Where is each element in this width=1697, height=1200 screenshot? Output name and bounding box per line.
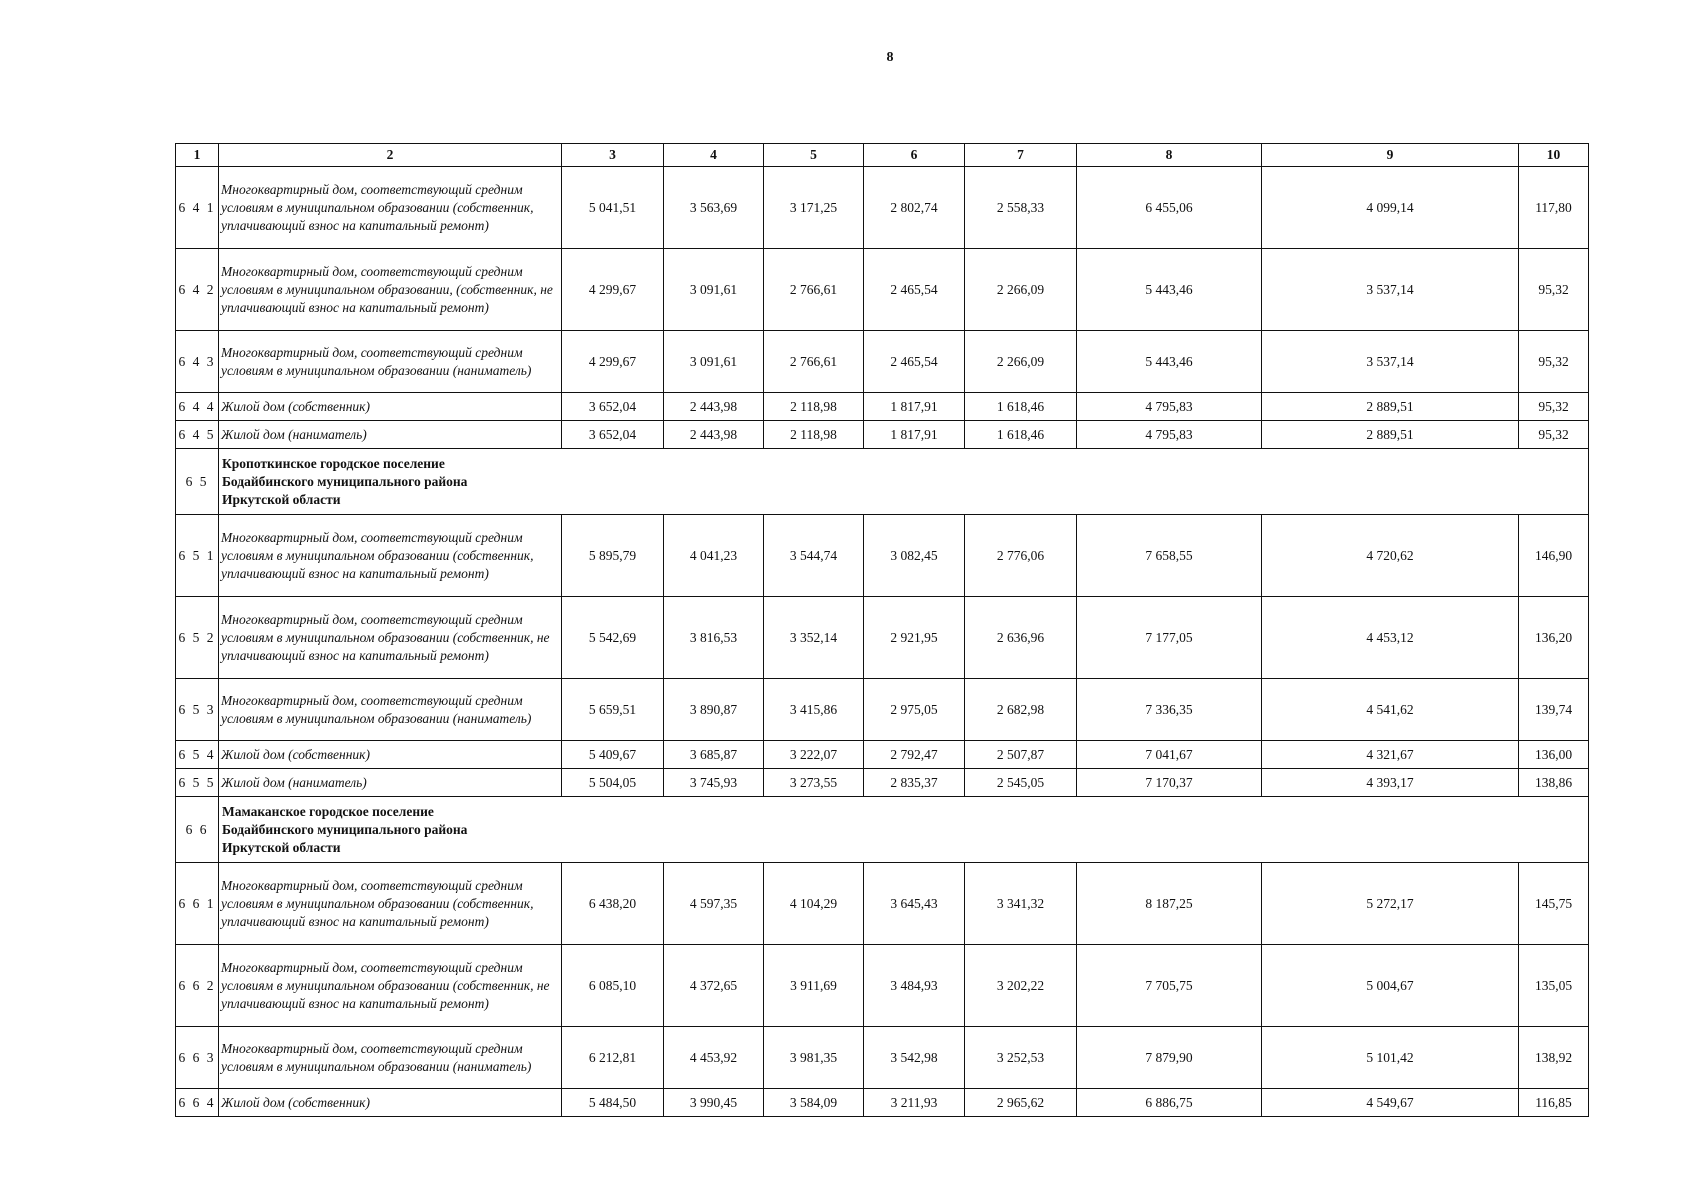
- value-cell: 5 443,46: [1077, 331, 1262, 393]
- value-cell: 4 453,12: [1262, 597, 1519, 679]
- value-cell: 2 965,62: [965, 1089, 1077, 1117]
- value-cell: 7 177,05: [1077, 597, 1262, 679]
- section-row: [176, 797, 1589, 863]
- value-cell: 2 889,51: [1262, 421, 1519, 449]
- value-cell: 5 101,42: [1262, 1027, 1519, 1089]
- value-cell: 4 541,62: [1262, 679, 1519, 741]
- table-row: [176, 1027, 1589, 1089]
- value-cell: 4 299,67: [562, 331, 664, 393]
- value-cell: 4 393,17: [1262, 769, 1519, 797]
- value-cell: 2 465,54: [864, 331, 965, 393]
- value-cell: 7 336,35: [1077, 679, 1262, 741]
- row-code: 6 5 4: [176, 741, 219, 769]
- value-cell: 3 211,93: [864, 1089, 965, 1117]
- value-cell: 3 890,87: [664, 679, 764, 741]
- section-title-text: Мамаканское городское поселение Бодайбинского муниципального района Иркутской области: [222, 803, 468, 855]
- value-cell: 3 563,69: [664, 167, 764, 249]
- value-cell: 2 802,74: [864, 167, 965, 249]
- value-cell: 8 187,25: [1077, 863, 1262, 945]
- value-cell: 1 618,46: [965, 393, 1077, 421]
- value-cell: 95,32: [1519, 249, 1589, 331]
- value-cell: 3 273,55: [764, 769, 864, 797]
- value-cell: 5 409,67: [562, 741, 664, 769]
- value-cell: 136,00: [1519, 741, 1589, 769]
- value-cell: 7 879,90: [1077, 1027, 1262, 1089]
- value-cell: 3 202,22: [965, 945, 1077, 1027]
- column-header: 4: [664, 144, 764, 167]
- column-header: 7: [965, 144, 1077, 167]
- row-name: Многоквартирный дом, соответствующий средним условиям в муниципальном образовании (собственник, не уплачивающий взнос на капитальный ремонт): [219, 597, 562, 679]
- value-cell: 6 455,06: [1077, 167, 1262, 249]
- table-row: [176, 421, 1589, 449]
- row-name: Жилой дом (собственник): [219, 1089, 562, 1117]
- value-cell: 2 921,95: [864, 597, 965, 679]
- value-cell: 2 835,37: [864, 769, 965, 797]
- value-cell: 5 041,51: [562, 167, 664, 249]
- column-header: 3: [562, 144, 664, 167]
- value-cell: 3 252,53: [965, 1027, 1077, 1089]
- value-cell: 3 911,69: [764, 945, 864, 1027]
- section-row: [176, 449, 1589, 515]
- value-cell: 3 645,43: [864, 863, 965, 945]
- row-code: 6 4 3: [176, 331, 219, 393]
- value-cell: 138,86: [1519, 769, 1589, 797]
- row-code: 6 4 2: [176, 249, 219, 331]
- row-name: Многоквартирный дом, соответствующий средним условиям в муниципальном образовании (наниматель): [219, 679, 562, 741]
- table-row: [176, 515, 1589, 597]
- value-cell: 1 817,91: [864, 393, 965, 421]
- row-name: Многоквартирный дом, соответствующий средним условиям в муниципальном образовании (собственник, уплачивающий взнос на капитальный ремонт): [219, 515, 562, 597]
- value-cell: 4 453,92: [664, 1027, 764, 1089]
- value-cell: 4 041,23: [664, 515, 764, 597]
- value-cell: 4 099,14: [1262, 167, 1519, 249]
- value-cell: 1 618,46: [965, 421, 1077, 449]
- value-cell: 2 776,06: [965, 515, 1077, 597]
- value-cell: 5 004,67: [1262, 945, 1519, 1027]
- value-cell: 7 041,67: [1077, 741, 1262, 769]
- value-cell: 95,32: [1519, 421, 1589, 449]
- value-cell: 5 504,05: [562, 769, 664, 797]
- value-cell: 7 705,75: [1077, 945, 1262, 1027]
- value-cell: 2 636,96: [965, 597, 1077, 679]
- value-cell: 3 537,14: [1262, 331, 1519, 393]
- row-name: Жилой дом (собственник): [219, 741, 562, 769]
- column-header: 6: [864, 144, 965, 167]
- table-row: [176, 769, 1589, 797]
- row-name: Жилой дом (собственник): [219, 393, 562, 421]
- value-cell: 4 372,65: [664, 945, 764, 1027]
- value-cell: 3 542,98: [864, 1027, 965, 1089]
- value-cell: 5 542,69: [562, 597, 664, 679]
- tariff-table: [175, 143, 1589, 1117]
- row-name: Многоквартирный дом, соответствующий средним условиям в муниципальном образовании (собственник, не уплачивающий взнос на капитальный ремонт): [219, 945, 562, 1027]
- row-code: 6 6 2: [176, 945, 219, 1027]
- column-header: 8: [1077, 144, 1262, 167]
- value-cell: 4 720,62: [1262, 515, 1519, 597]
- value-cell: 4 299,67: [562, 249, 664, 331]
- value-cell: 2 507,87: [965, 741, 1077, 769]
- value-cell: 3 990,45: [664, 1089, 764, 1117]
- table-row: [176, 863, 1589, 945]
- value-cell: 3 352,14: [764, 597, 864, 679]
- value-cell: 2 443,98: [664, 393, 764, 421]
- value-cell: 3 091,61: [664, 249, 764, 331]
- value-cell: 7 658,55: [1077, 515, 1262, 597]
- value-cell: 4 795,83: [1077, 421, 1262, 449]
- value-cell: 2 975,05: [864, 679, 965, 741]
- row-code: 6 4 4: [176, 393, 219, 421]
- value-cell: 3 082,45: [864, 515, 965, 597]
- column-header: 9: [1262, 144, 1519, 167]
- value-cell: 2 792,47: [864, 741, 965, 769]
- value-cell: 139,74: [1519, 679, 1589, 741]
- table-row: [176, 741, 1589, 769]
- value-cell: 6 438,20: [562, 863, 664, 945]
- table-row: [176, 679, 1589, 741]
- value-cell: 116,85: [1519, 1089, 1589, 1117]
- value-cell: 2 118,98: [764, 421, 864, 449]
- value-cell: 3 091,61: [664, 331, 764, 393]
- value-cell: 3 652,04: [562, 393, 664, 421]
- value-cell: 4 597,35: [664, 863, 764, 945]
- table-row: [176, 249, 1589, 331]
- value-cell: 4 795,83: [1077, 393, 1262, 421]
- value-cell: 3 652,04: [562, 421, 664, 449]
- row-name: Многоквартирный дом, соответствующий средним условиям в муниципальном образовании (собственник, уплачивающий взнос на капитальный ремонт): [219, 167, 562, 249]
- column-header: 5: [764, 144, 864, 167]
- table-row: [176, 1089, 1589, 1117]
- value-cell: 6 212,81: [562, 1027, 664, 1089]
- value-cell: 3 745,93: [664, 769, 764, 797]
- value-cell: 5 443,46: [1077, 249, 1262, 331]
- column-number-row: [176, 144, 1589, 167]
- value-cell: 2 682,98: [965, 679, 1077, 741]
- value-cell: 2 266,09: [965, 331, 1077, 393]
- value-cell: 3 544,74: [764, 515, 864, 597]
- row-name: Жилой дом (наниматель): [219, 421, 562, 449]
- row-code: 6 6 4: [176, 1089, 219, 1117]
- value-cell: 6 085,10: [562, 945, 664, 1027]
- section-title: [219, 797, 1589, 863]
- row-name: Многоквартирный дом, соответствующий средним условиям в муниципальном образовании (наниматель): [219, 331, 562, 393]
- value-cell: 2 558,33: [965, 167, 1077, 249]
- row-code: 6 5 2: [176, 597, 219, 679]
- row-code: 6 5 1: [176, 515, 219, 597]
- value-cell: 2 266,09: [965, 249, 1077, 331]
- value-cell: 117,80: [1519, 167, 1589, 249]
- column-header: 2: [219, 144, 562, 167]
- value-cell: 4 321,67: [1262, 741, 1519, 769]
- row-code: 6 4 5: [176, 421, 219, 449]
- row-code: 6 6 1: [176, 863, 219, 945]
- value-cell: 2 545,05: [965, 769, 1077, 797]
- value-cell: 5 272,17: [1262, 863, 1519, 945]
- row-code: 6 5 3: [176, 679, 219, 741]
- row-name: Многоквартирный дом, соответствующий средним условиям в муниципальном образовании (собственник, уплачивающий взнос на капитальный ремонт): [219, 863, 562, 945]
- row-name: Многоквартирный дом, соответствующий средним условиям в муниципальном образовании (наниматель): [219, 1027, 562, 1089]
- value-cell: 4 104,29: [764, 863, 864, 945]
- value-cell: 135,05: [1519, 945, 1589, 1027]
- table-row: [176, 945, 1589, 1027]
- value-cell: 5 659,51: [562, 679, 664, 741]
- row-code: 6 6 3: [176, 1027, 219, 1089]
- table-row: [176, 597, 1589, 679]
- value-cell: 3 222,07: [764, 741, 864, 769]
- row-code: 6 4 1: [176, 167, 219, 249]
- column-header: 10: [1519, 144, 1589, 167]
- value-cell: 3 171,25: [764, 167, 864, 249]
- value-cell: 95,32: [1519, 331, 1589, 393]
- section-title: [219, 449, 1589, 515]
- table-row: [176, 393, 1589, 421]
- value-cell: 5 484,50: [562, 1089, 664, 1117]
- value-cell: 2 889,51: [1262, 393, 1519, 421]
- value-cell: 7 170,37: [1077, 769, 1262, 797]
- row-name: Многоквартирный дом, соответствующий средним условиям в муниципальном образовании, (собственник, не уплачивающий взнос на капитальный ремонт): [219, 249, 562, 331]
- value-cell: 146,90: [1519, 515, 1589, 597]
- value-cell: 6 886,75: [1077, 1089, 1262, 1117]
- value-cell: 3 816,53: [664, 597, 764, 679]
- value-cell: 3 341,32: [965, 863, 1077, 945]
- page-number: 8: [886, 50, 894, 65]
- table-row: [176, 167, 1589, 249]
- value-cell: 95,32: [1519, 393, 1589, 421]
- value-cell: 2 766,61: [764, 249, 864, 331]
- value-cell: 3 981,35: [764, 1027, 864, 1089]
- value-cell: 3 415,86: [764, 679, 864, 741]
- column-header: 1: [176, 144, 219, 167]
- value-cell: 3 537,14: [1262, 249, 1519, 331]
- table-row: [176, 331, 1589, 393]
- value-cell: 5 895,79: [562, 515, 664, 597]
- value-cell: 1 817,91: [864, 421, 965, 449]
- section-code: 6 5: [176, 449, 219, 515]
- section-code: 6 6: [176, 797, 219, 863]
- section-title-text: Кропоткинское городское поселение Бодайбинского муниципального района Иркутской области: [222, 455, 468, 507]
- value-cell: 3 685,87: [664, 741, 764, 769]
- row-name: Жилой дом (наниматель): [219, 769, 562, 797]
- value-cell: 3 584,09: [764, 1089, 864, 1117]
- value-cell: 2 443,98: [664, 421, 764, 449]
- value-cell: 138,92: [1519, 1027, 1589, 1089]
- value-cell: 2 766,61: [764, 331, 864, 393]
- value-cell: 2 465,54: [864, 249, 965, 331]
- value-cell: 4 549,67: [1262, 1089, 1519, 1117]
- value-cell: 145,75: [1519, 863, 1589, 945]
- value-cell: 3 484,93: [864, 945, 965, 1027]
- value-cell: 2 118,98: [764, 393, 864, 421]
- value-cell: 136,20: [1519, 597, 1589, 679]
- row-code: 6 5 5: [176, 769, 219, 797]
